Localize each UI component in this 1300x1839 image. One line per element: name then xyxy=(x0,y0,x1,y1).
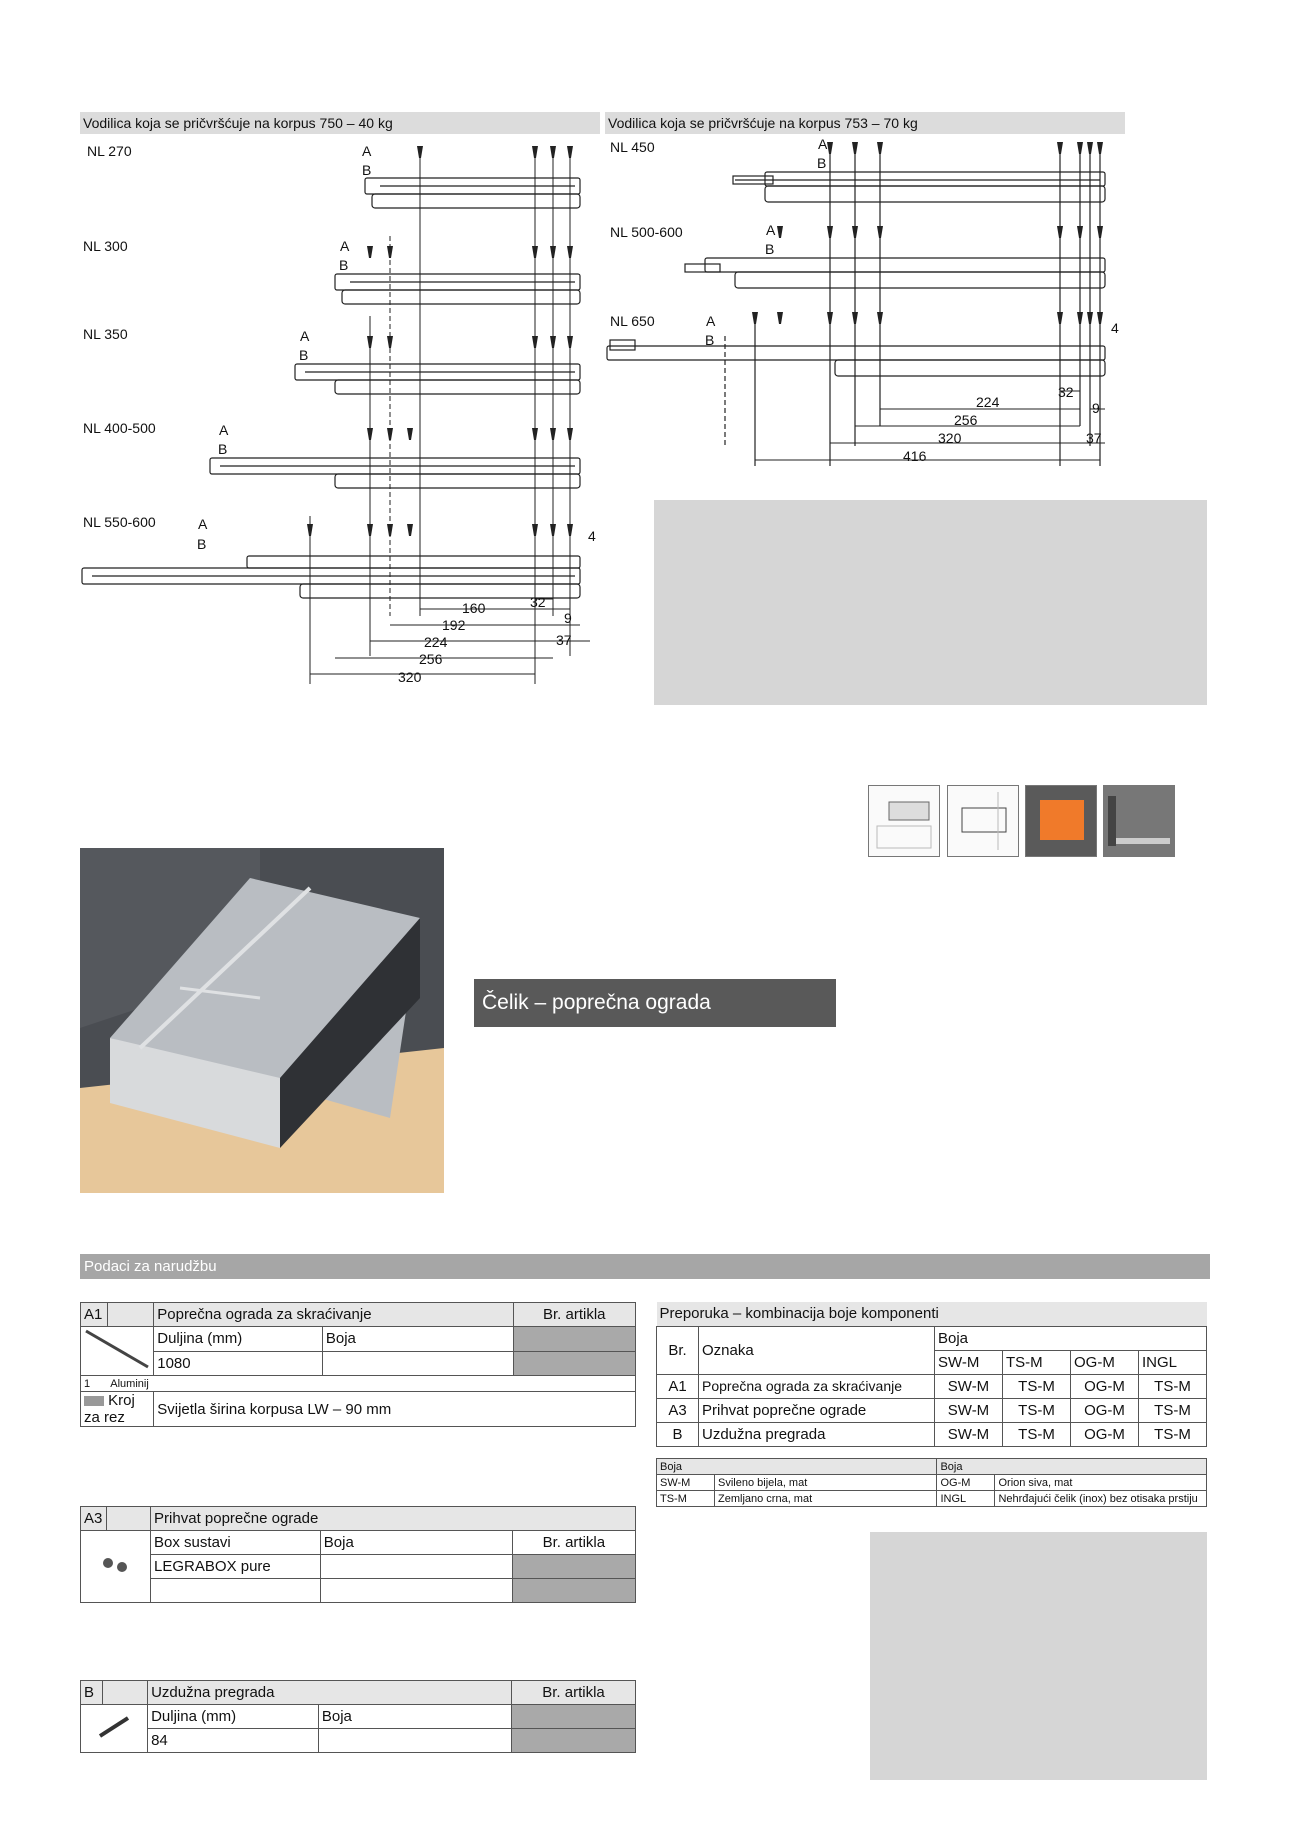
rec-row-color: TS-M xyxy=(1003,1398,1071,1422)
label-a: A xyxy=(818,136,828,152)
thumbnail-drawer-white[interactable] xyxy=(868,785,940,857)
runner-nl650 xyxy=(607,340,1105,376)
rec-row-color: TS-M xyxy=(1139,1398,1207,1422)
rec-row-no: A3 xyxy=(657,1398,699,1422)
dim-32: 32 xyxy=(1058,384,1074,400)
runner-nl270 xyxy=(365,178,580,208)
b-title: Uzdužna pregrada xyxy=(148,1681,512,1705)
right-diagram-title: Vodilica koja se pričvršćuje na korpus 753 – 70 kg xyxy=(605,112,1125,134)
dim-224: 224 xyxy=(976,394,1000,410)
a3-title: Prihvat poprečne ograde xyxy=(151,1507,636,1531)
rec-row-no: A1 xyxy=(657,1374,699,1398)
placeholder-box-bottom xyxy=(870,1532,1207,1780)
rec-row-color: OG-M xyxy=(1071,1398,1139,1422)
a1-length-header: Duljina (mm) xyxy=(154,1327,323,1352)
a1-cut-text: Svijetla širina korpusa LW – 90 mm xyxy=(154,1392,636,1427)
dim-9: 9 xyxy=(564,610,572,626)
label-a: A xyxy=(766,222,776,238)
dim-320: 320 xyxy=(938,430,962,446)
rail-icon xyxy=(84,1327,150,1371)
dim-4: 4 xyxy=(1111,320,1119,336)
b-article-cell[interactable] xyxy=(511,1705,635,1729)
thumbnail-drawer-side[interactable] xyxy=(1103,785,1175,857)
label-nl300: NL 300 xyxy=(83,238,128,254)
label-b: B xyxy=(339,257,349,273)
dim-37: 37 xyxy=(1086,430,1102,446)
label-b: B xyxy=(299,347,309,363)
legend-code: INGL xyxy=(937,1491,995,1507)
a1-length-value: 1080 xyxy=(154,1351,323,1376)
rec-code-header: OG-M xyxy=(1071,1350,1139,1374)
runner-nl550 xyxy=(82,556,580,598)
table-b xyxy=(80,1680,636,1753)
runner-nl500 xyxy=(685,258,1105,288)
label-nl400: NL 400-500 xyxy=(83,420,156,436)
a1-code: A1 xyxy=(81,1303,108,1327)
label-b: B xyxy=(218,441,228,457)
b-article-cell[interactable] xyxy=(511,1729,635,1753)
label-a: A xyxy=(300,328,310,344)
placeholder-box-top xyxy=(654,500,1207,705)
b-length-value: 84 xyxy=(148,1729,319,1753)
rec-code-header: INGL xyxy=(1139,1350,1207,1374)
rec-color-header: Boja xyxy=(935,1326,1207,1350)
saw-icon xyxy=(84,1396,104,1406)
legend-name: Nehrđajući čelik (inox) bez otisaka prstiju xyxy=(995,1491,1207,1507)
a3-article-header: Br. artikla xyxy=(512,1531,635,1555)
label-nl450: NL 450 xyxy=(610,139,655,155)
table-a3 xyxy=(80,1506,636,1603)
a3-color-header: Boja xyxy=(320,1531,512,1555)
a1-article-cell[interactable] xyxy=(513,1351,635,1376)
label-nl650: NL 650 xyxy=(610,313,655,329)
a1-footnote-mark: 1 xyxy=(81,1376,108,1392)
a3-product-image xyxy=(81,1531,151,1603)
dim-4: 4 xyxy=(588,528,596,544)
label-b: B xyxy=(705,332,715,348)
rec-code-header: TS-M xyxy=(1003,1350,1071,1374)
runner-nl450 xyxy=(733,172,1105,202)
dim-256: 256 xyxy=(419,651,443,667)
rec-row-no: B xyxy=(657,1422,699,1446)
legend-head: Boja xyxy=(657,1459,937,1475)
dim-192: 192 xyxy=(442,617,466,633)
label-a: A xyxy=(706,313,716,329)
a1-color-value xyxy=(322,1351,513,1376)
right-runner-diagram xyxy=(605,136,1125,466)
a3-article-cell[interactable] xyxy=(512,1579,635,1603)
label-b: B xyxy=(197,536,207,552)
label-nl500: NL 500-600 xyxy=(610,224,683,240)
dim-256: 256 xyxy=(954,412,978,428)
rec-code-header: SW-M xyxy=(935,1350,1003,1374)
drawer-front-icon xyxy=(1026,786,1096,856)
a1-color-header: Boja xyxy=(322,1327,513,1352)
a3-code: A3 xyxy=(81,1507,107,1531)
label-b: B xyxy=(765,241,775,257)
rec-row-color: TS-M xyxy=(1139,1374,1207,1398)
dim-160: 160 xyxy=(462,600,486,616)
label-nl550: NL 550-600 xyxy=(83,514,156,530)
b-color-value xyxy=(318,1729,511,1753)
a1-article-header: Br. artikla xyxy=(513,1303,635,1327)
drawer-outline-icon xyxy=(948,786,1018,856)
rec-title: Preporuka – kombinacija boje komponenti xyxy=(657,1302,1207,1326)
photo-caption: Čelik – poprečna ograda xyxy=(474,979,836,1027)
dim-37: 37 xyxy=(556,632,572,648)
legend-code: TS-M xyxy=(657,1491,715,1507)
a1-product-image xyxy=(81,1327,154,1376)
table-a1 xyxy=(80,1302,636,1427)
rec-row-color: SW-M xyxy=(935,1422,1003,1446)
rec-row-label: Poprečna ograda za skraćivanje xyxy=(699,1374,935,1398)
rec-row-color: TS-M xyxy=(1139,1422,1207,1446)
rec-row-color: SW-M xyxy=(935,1374,1003,1398)
a1-cut-label xyxy=(81,1392,154,1427)
rec-row-color: OG-M xyxy=(1071,1422,1139,1446)
legend-name: Svileno bijela, mat xyxy=(715,1475,937,1491)
drawer-photo xyxy=(80,848,444,1193)
label-b: B xyxy=(817,155,827,171)
dim-416: 416 xyxy=(903,448,927,464)
rec-row-color: SW-M xyxy=(935,1398,1003,1422)
label-nl270: NL 270 xyxy=(87,143,132,159)
rec-row-color: TS-M xyxy=(1003,1422,1071,1446)
rec-label-header: Oznaka xyxy=(699,1326,935,1374)
rec-row-label: Uzdužna pregrada xyxy=(699,1422,935,1446)
color-legend xyxy=(656,1458,1207,1507)
divider-icon xyxy=(94,1712,134,1742)
thumbnail-drawer-outline[interactable] xyxy=(947,785,1019,857)
a3-box-value: LEGRABOX pure xyxy=(151,1555,321,1579)
runner-nl350 xyxy=(295,364,580,394)
legend-name: Zemljano crna, mat xyxy=(715,1491,937,1507)
legend-name: Orion siva, mat xyxy=(995,1475,1207,1491)
a1-article-cell[interactable] xyxy=(513,1327,635,1352)
dim-320: 320 xyxy=(398,669,422,685)
runner-nl400 xyxy=(210,458,580,488)
dim-9: 9 xyxy=(1092,400,1100,416)
thumbnail-drawer-orange[interactable] xyxy=(1025,785,1097,857)
label-a: A xyxy=(219,422,229,438)
order-section-title: Podaci za narudžbu xyxy=(80,1254,1210,1279)
dim-32: 32 xyxy=(530,594,546,610)
connector-icon xyxy=(96,1553,136,1577)
rec-no-header: Br. xyxy=(657,1326,699,1374)
drawer-side-icon xyxy=(1104,786,1174,856)
b-color-header: Boja xyxy=(318,1705,511,1729)
b-product-image xyxy=(81,1705,148,1753)
a1-title: Poprečna ograda za skraćivanje xyxy=(154,1303,513,1327)
label-a: A xyxy=(198,516,208,532)
legend-code: SW-M xyxy=(657,1475,715,1491)
legend-code: OG-M xyxy=(937,1475,995,1491)
rec-row-label: Prihvat poprečne ograde xyxy=(699,1398,935,1422)
a1-footnote-text: Aluminij xyxy=(107,1376,635,1392)
label-a: A xyxy=(340,238,350,254)
a3-color-value xyxy=(320,1555,512,1579)
b-article-header: Br. artikla xyxy=(511,1681,635,1705)
b-length-header: Duljina (mm) xyxy=(148,1705,319,1729)
label-nl350: NL 350 xyxy=(83,326,128,342)
b-code: B xyxy=(81,1681,103,1705)
runner-nl300 xyxy=(335,274,580,304)
label-a: A xyxy=(362,143,372,159)
left-diagram-title: Vodilica koja se pričvršćuje na korpus 750 – 40 kg xyxy=(80,112,600,134)
drawer-icon xyxy=(869,786,939,856)
legend-head: Boja xyxy=(937,1459,1207,1475)
rec-row-color: OG-M xyxy=(1071,1374,1139,1398)
a3-article-cell[interactable] xyxy=(512,1555,635,1579)
recommendation-table xyxy=(656,1302,1207,1447)
rec-row-color: TS-M xyxy=(1003,1374,1071,1398)
label-b: B xyxy=(362,162,372,178)
cut-label-text: Kroj za rez xyxy=(84,1392,135,1426)
dim-224: 224 xyxy=(424,634,448,650)
a3-box-header: Box sustavi xyxy=(151,1531,321,1555)
left-runner-diagram xyxy=(80,136,610,696)
